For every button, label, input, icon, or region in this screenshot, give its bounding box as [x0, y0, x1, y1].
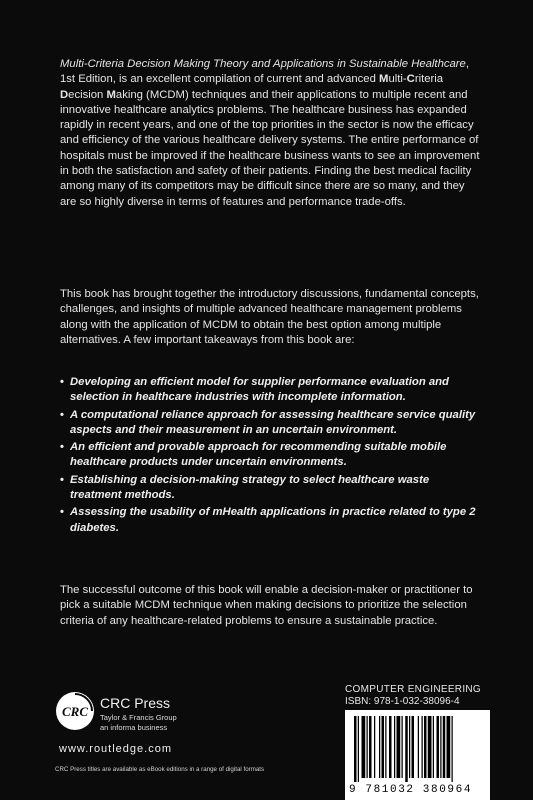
takeaway-item [60, 440, 480, 471]
barcode-digits: 9 781032 380964 [349, 784, 473, 796]
intro-text-b: (MCDM) techniques and their applications to multiple recent and innovative healthcare analytics problems. The healthcare business has expanded rapidly in recent years, and one of the top priorities in the sector is now the efficacy and efficiency of the various healthcare delivery systems. The entire performance of hospitals must be improved if the healthcare business wants to see an improvement in both the satisfaction and safety of their patients. Finding the best medical facility among many of its competitors may be difficult since there are so many, and they are so highly diverse in terms of features and performance trade-offs. [60, 88, 480, 208]
bullet-icon: • [60, 376, 64, 388]
bullet-icon: • [60, 473, 64, 486]
crc-logo-icon [55, 691, 95, 731]
acronym-c-rest: riteria [414, 73, 444, 86]
isbn-box [345, 684, 485, 800]
bullet-icon: • [60, 506, 64, 519]
subject-category: COMPUTER ENGINEERING [345, 684, 482, 695]
takeaway-text: Establishing a decision-making strategy to select healthcare waste treatment methods. [70, 473, 430, 502]
takeaways-list [60, 375, 480, 538]
takeaway-item [60, 473, 480, 504]
publisher-url: www.routledge.com [59, 743, 172, 755]
bullet-icon: • [60, 408, 64, 421]
takeaway-item [60, 375, 480, 406]
book-title: Multi-Criteria Decision Making Theory and Applications in Sustainable Healthcare [60, 58, 466, 70]
takeaway-text: A computational reliance approach for assessing healthcare service quality aspects and their measurement in an uncertain environment. [70, 408, 476, 436]
bullet-icon: • [60, 441, 64, 454]
publisher-name: CRC Press [100, 695, 171, 711]
takeaway-item [60, 408, 480, 439]
acronym-m-rest: ulti- [388, 73, 407, 86]
conclusion-paragraph: The successful outcome of this book will enable a decision-maker or practitioner to pick a suitable MCDM technique when making decisions to prioritize the selection criteria of any healthcare-related problems to ensure a sustainable practice. [60, 584, 473, 627]
acronym-m2-rest: aking [115, 88, 143, 101]
publisher-group-line1: Taylor & Francis Group [100, 713, 177, 722]
takeaway-text: Assessing the usability of mHealth applications in practice related to type 2 diabetes. [70, 506, 476, 534]
overview-paragraph: This book has brought together the introductory discussions, fundamental concepts, challenges, and insights of multiple advanced healthcare management problems along with the application of MCDM to obtain the best option among multiple alternatives. A few important takeaways from this book are: [60, 288, 479, 346]
barcode [345, 710, 490, 800]
takeaway-text: Developing an efficient model for supplier performance evaluation and selection in healthcare industries with incomplete information. [70, 376, 449, 404]
acronym-m2: M [106, 88, 116, 101]
takeaway-item [60, 505, 480, 536]
takeaway-text: An efficient and provable approach for recommending suitable mobile healthcare products under uncertain environments. [70, 441, 447, 469]
publisher-group [100, 713, 177, 733]
intro-paragraph [60, 57, 480, 210]
barcode-bars [351, 716, 484, 782]
acronym-d: D [60, 88, 69, 101]
acronym-d-rest: ecision [68, 88, 107, 101]
acronym-c: C [406, 73, 415, 86]
publisher-group-line2: an informa business [100, 723, 168, 732]
isbn-number: ISBN: 978-1-032-38096-4 [345, 696, 460, 707]
ebook-note: CRC Press titles are available as eBook editions in a range of digital formats [55, 766, 265, 773]
acronym-m: M [379, 73, 389, 86]
publisher-logo-area [55, 683, 295, 753]
crc-logo-mark: CRC [61, 704, 89, 719]
intro-text-a: , 1st Edition, is an excellent compilation of current and advanced [60, 58, 469, 86]
